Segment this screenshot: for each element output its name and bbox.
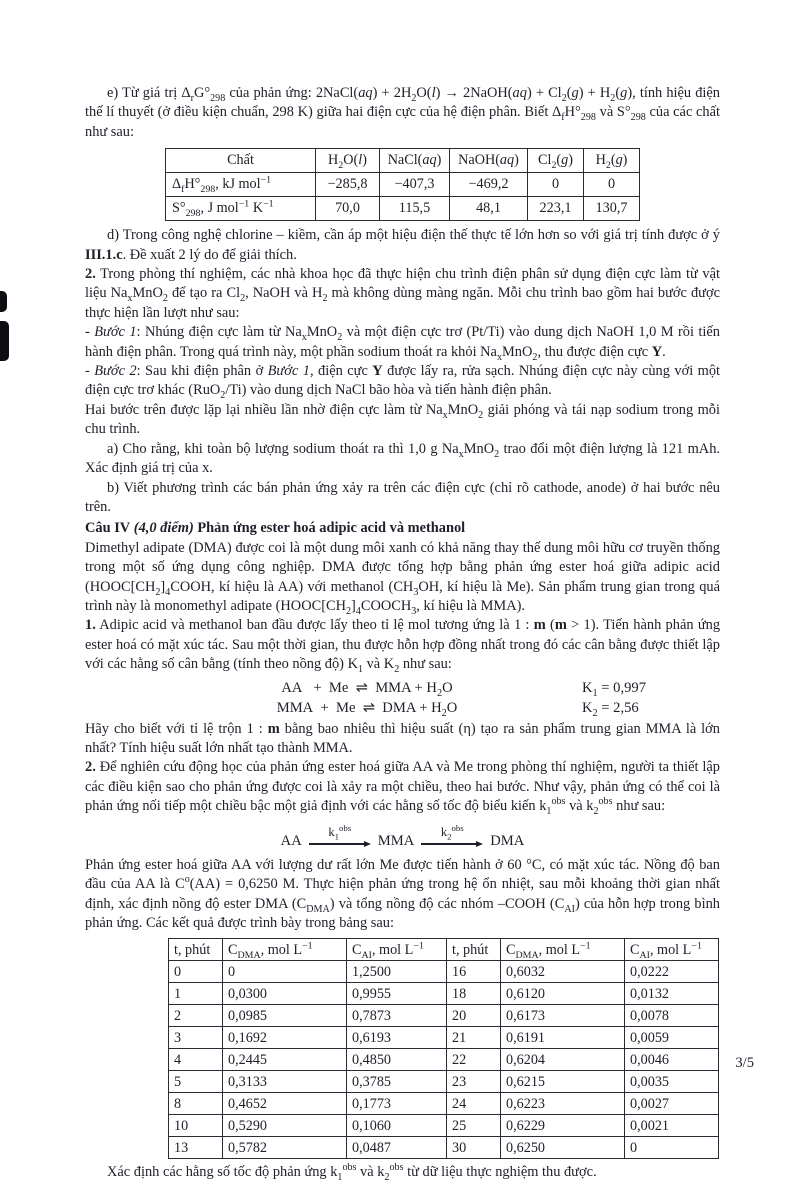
table-cell: 0,4850 bbox=[347, 1049, 447, 1071]
table-cell: 115,5 bbox=[380, 197, 450, 221]
table-cell: 0 bbox=[223, 961, 347, 983]
table-row bbox=[169, 983, 719, 1005]
table-cell: $\Delta_fH^\circ_{298}$, kJ mol$^{-1}$ bbox=[166, 173, 316, 197]
table-header-cell: t, phút bbox=[447, 939, 501, 961]
table-header-cell: Chất bbox=[166, 149, 316, 173]
equation-text: MMA + Me ⇌ DMA + $H_2O$ bbox=[276, 699, 458, 719]
table-cell: 0,6223 bbox=[501, 1093, 625, 1115]
final-instruction-text: Xác định các hằng số tốc độ phản ứng $k_1^{obs}$ và $k_2^{obs}$ từ dữ liệu thực nghiệm thu được. bbox=[107, 1162, 597, 1183]
section-2-intro-text: 2. Trong phòng thí nghiệm, các nhà khoa học đã thực hiện chu trình điện phân sử dụng điện cực làm từ vật liệu $Na_xMnO_2$ để tạo ra $Cl_2$, NaOH và $H_2$ mà không dùng màng ngăn. Mỗi chu trình bao gồm hai bước được thực hiện lần lượt như sau: bbox=[85, 266, 720, 321]
table-header-cell: $C_{DMA}$, mol $L^{-1}$ bbox=[223, 939, 347, 961]
table-cell: 0,0059 bbox=[625, 1027, 719, 1049]
question-e-text: e) Từ giá trị $\Delta_rG^\circ_{298}$ của phản ứng: 2NaCl(aq) + $2H_2O(l)$ → 2NaOH(aq) + $Cl_2(g) + H_2(g)$, tính hiệu điện thế lí thuyết (ở điều kiện chuẩn, 298 K) giữa hai điện cực của hệ điện phân. Biết $\Delta_fH^\circ_{298}$ và $S^\circ_{298}$ của các chất như sau: bbox=[85, 85, 721, 140]
kinetics-conditions-text: Phản ứng ester hoá giữa AA với lượng dư rất lớn Me được tiến hành ở 60 °C, có mặt xúc tác. Nồng độ ban đầu của AA là $C^o(AA) = 0,6250$ M. Thực hiện phản ứng trong hệ ổn nhiệt, sau mỗi khoảng thời gian nhất định, xác định nồng độ ester DMA $(C_{DMA})$ và tổng nồng độ các nhóm –COOH $(C_{AI})$ của hỗn hợp trong bình phản ứng. Các kết quả được trình bày trong bảng sau: bbox=[85, 856, 720, 931]
arrow-icon bbox=[421, 840, 483, 848]
table-cell: 21 bbox=[447, 1027, 501, 1049]
question-d-text: d) Trong công nghệ chlorine – kiềm, cần áp một hiệu điện thế thực tế lớn hơn so với giá trị tính được ở ý III.1.c. Đề xuất 2 lý do để giải thích. bbox=[85, 227, 720, 263]
thermodynamic-data-table bbox=[165, 148, 640, 221]
table-header-cell: $H_2(g)$ bbox=[584, 149, 640, 173]
rate-constant-label: $k_2^{obs}$ bbox=[440, 822, 464, 842]
table-cell: 0,6032 bbox=[501, 961, 625, 983]
part-1-text: 1. Adipic acid và methanol ban đầu được lấy theo tỉ lệ mol tương ứng là 1 : m (m > 1). Tiến hành phản ứng ester hoá có mặt xúc tác. Sau một thời gian, thu được hỗn hợp đồng nhất trong đó các cân bằng được thiết lập với các hằng số cân bằng (tính theo nồng độ) $K_1$ và $K_2$ như sau: bbox=[85, 617, 721, 676]
dma-intro-text: Dimethyl adipate (DMA) được coi là một dung môi xanh có khả năng thay thế dung môi hữu cơ truyền thống trong một số ứng dụng công nghiệp. DMA được tổng hợp bằng phản ứng ester hoá giữa adipic acid ($HOOC[CH_2]_4COOH$, kí hiệu là AA) với methanol ($CH_3OH$, kí hiệu là Me). Sản phẩm trung gian trong quá trình này là monomethyl adipate ($HOOC[CH_2]_4COOCH_3$, kí hiệu là MMA). bbox=[85, 539, 720, 617]
table-cell: 0,5290 bbox=[223, 1115, 347, 1137]
equation-text: AA + Me ⇌ MMA + $H_2O$ bbox=[281, 679, 453, 699]
table-cell: 23 bbox=[447, 1071, 501, 1093]
table-row bbox=[166, 173, 640, 197]
step-1-text: - Bước 1: Nhúng điện cực làm từ $Na_xMnO_2$ và một điện cực trơ (Pt/Ti) vào dung dịch NaOH 1,0 M rồi tiến hành điện phân. Trong quá trình này, một phần sodium thoát ra khỏi $Na_xMnO_2$, thu được điện cực Y. bbox=[85, 324, 721, 363]
table-cell: 0,0078 bbox=[625, 1005, 719, 1027]
table-cell: 2 bbox=[169, 1005, 223, 1027]
table-cell: 0 bbox=[625, 1137, 719, 1159]
table-header-cell: NaOH(aq) bbox=[450, 149, 528, 173]
table-header-cell: $C_{DMA}$, mol $L^{-1}$ bbox=[501, 939, 625, 961]
arrow-icon bbox=[309, 840, 371, 848]
table-cell: 0,6215 bbox=[501, 1071, 625, 1093]
table-cell: 0,0027 bbox=[625, 1093, 719, 1115]
table-cell: 0,0222 bbox=[625, 961, 719, 983]
species-mma: MMA bbox=[377, 833, 415, 850]
species-aa: AA bbox=[280, 833, 302, 850]
table-cell: 0,6250 bbox=[501, 1137, 625, 1159]
table-cell: 0,9955 bbox=[347, 983, 447, 1005]
step-2-text: - Bước 2: Sau khi điện phân ở Bước 1, điện cực Y được lấy ra, rửa sạch. Nhúng điện cực này cùng với một điện cực trơ khác (RuO$_2$/Ti) vào dung dịch NaCl bão hòa và tiến hành điện phân. bbox=[85, 363, 721, 402]
table-cell: 4 bbox=[169, 1049, 223, 1071]
table-cell: 5 bbox=[169, 1071, 223, 1093]
table-cell: 0,3133 bbox=[223, 1071, 347, 1093]
table-cell: 0 bbox=[169, 961, 223, 983]
table-cell: 0,7873 bbox=[347, 1005, 447, 1027]
table-header-cell: $C_{AI}$, mol $L^{-1}$ bbox=[347, 939, 447, 961]
table-cell: 1,2500 bbox=[347, 961, 447, 983]
table-cell: 0,6191 bbox=[501, 1027, 625, 1049]
table-row bbox=[169, 1027, 719, 1049]
table-row bbox=[169, 1071, 719, 1093]
equilibrium-constant: $K_1 = 0,997$ bbox=[582, 679, 647, 699]
table-cell: 223,1 bbox=[528, 197, 584, 221]
table-cell: 130,7 bbox=[584, 197, 640, 221]
table-cell: 24 bbox=[447, 1093, 501, 1115]
table-cell: 0,0046 bbox=[625, 1049, 719, 1071]
table-cell: −285,8 bbox=[316, 173, 380, 197]
table-cell: 0,1060 bbox=[347, 1115, 447, 1137]
table-cell: 0,0487 bbox=[347, 1137, 447, 1159]
table-cell: 48,1 bbox=[450, 197, 528, 221]
table-cell: 0,0300 bbox=[223, 983, 347, 1005]
table-header-row bbox=[166, 149, 640, 173]
table-cell: 30 bbox=[447, 1137, 501, 1159]
table-cell: 70,0 bbox=[316, 197, 380, 221]
table-cell: 0,0985 bbox=[223, 1005, 347, 1027]
table-header-row bbox=[169, 939, 719, 961]
table-cell: 0,6193 bbox=[347, 1027, 447, 1049]
table-cell: 22 bbox=[447, 1049, 501, 1071]
table-cell: 0,6173 bbox=[501, 1005, 625, 1027]
table-cell: 0,0132 bbox=[625, 983, 719, 1005]
table-cell: 0,6204 bbox=[501, 1049, 625, 1071]
table-cell: 0 bbox=[528, 173, 584, 197]
table-cell: 20 bbox=[447, 1005, 501, 1027]
page-number: 3/5 bbox=[735, 1055, 754, 1071]
table-cell: 0,1692 bbox=[223, 1027, 347, 1049]
table-header-cell: t, phút bbox=[169, 939, 223, 961]
question-b-text: b) Viết phương trình các bán phản ứng xảy ra trên các điện cực (chỉ rõ cathode, anode) ở hai bước nêu trên. bbox=[85, 479, 720, 515]
equilibrium-equations bbox=[85, 679, 720, 717]
reaction-arrow bbox=[309, 822, 371, 848]
table-header-cell: NaCl(aq) bbox=[380, 149, 450, 173]
table-cell: 0,5782 bbox=[223, 1137, 347, 1159]
table-header-cell: $Cl_2(g)$ bbox=[528, 149, 584, 173]
table-row bbox=[169, 1049, 719, 1071]
cau-iv-heading: Câu IV (4,0 điểm) Phản ứng ester hoá adipic acid và methanol bbox=[85, 520, 466, 537]
table-cell: −407,3 bbox=[380, 173, 450, 197]
equilibrium-row bbox=[85, 699, 720, 717]
table-cell: 13 bbox=[169, 1137, 223, 1159]
table-cell: 16 bbox=[447, 961, 501, 983]
kinetics-data-table bbox=[168, 938, 719, 1159]
reaction-arrow bbox=[421, 822, 483, 848]
table-row bbox=[169, 1137, 719, 1159]
table-row bbox=[169, 1005, 719, 1027]
table-cell: 0,0021 bbox=[625, 1115, 719, 1137]
table-row bbox=[166, 197, 640, 221]
table-cell: 3 bbox=[169, 1027, 223, 1049]
species-dma: DMA bbox=[490, 833, 525, 850]
table-row bbox=[169, 961, 719, 983]
part-2-text: 2. Để nghiên cứu động học của phản ứng ester hoá giữa AA và Me trong phòng thí nghiệm, người ta thiết lập các điều kiện sao cho phản ứng được coi là xảy ra một chiều, theo hai bước. Như vậy, phản ứng có thể coi là phản ứng nối tiếp một chiều bậc một giả định với các hằng số tốc độ biểu kiến $k_1^{obs}$ và $k_2^{obs}$ như sau: bbox=[85, 759, 720, 818]
table-cell: 0,6229 bbox=[501, 1115, 625, 1137]
table-header-cell: $C_{AI}$, mol $L^{-1}$ bbox=[625, 939, 719, 961]
table-cell: 18 bbox=[447, 983, 501, 1005]
table-cell: 10 bbox=[169, 1115, 223, 1137]
equilibrium-constant: $K_2 = 2,56$ bbox=[582, 699, 639, 719]
rate-constant-label: $k_1^{obs}$ bbox=[328, 822, 352, 842]
table-cell: 0,2445 bbox=[223, 1049, 347, 1071]
table-row bbox=[169, 1093, 719, 1115]
table-cell: $S^\circ_{298}$, J mol$^{-1}$ $K^{-1}$ bbox=[166, 197, 316, 221]
table-cell: 0,3785 bbox=[347, 1071, 447, 1093]
table-cell: 0,6120 bbox=[501, 983, 625, 1005]
table-cell: −469,2 bbox=[450, 173, 528, 197]
reaction-scheme bbox=[85, 822, 720, 850]
table-cell: 8 bbox=[169, 1093, 223, 1115]
cycle-note-text: Hai bước trên được lặp lại nhiều lần nhờ điện cực làm từ $Na_xMnO_2$ giải phóng và tái nạp sodium trong mỗi chu trình. bbox=[85, 401, 720, 438]
table-cell: 1 bbox=[169, 983, 223, 1005]
table-cell: 0 bbox=[584, 173, 640, 197]
table-cell: 0,1773 bbox=[347, 1093, 447, 1115]
table-header-cell: $H_2O(l)$ bbox=[316, 149, 380, 173]
table-cell: 0,4652 bbox=[223, 1093, 347, 1115]
table-cell: 25 bbox=[447, 1115, 501, 1137]
equilibrium-row bbox=[85, 679, 720, 697]
table-cell: 0,0035 bbox=[625, 1071, 719, 1093]
mma-yield-question-text: Hãy cho biết với tỉ lệ trộn 1 : m bằng bao nhiêu thì hiệu suất (η) tạo ra sản phẩm trung gian MMA là lớn nhất? Tính hiệu suất lớn nhất tạo thành MMA. bbox=[85, 720, 720, 756]
question-a-text: a) Cho rằng, khi toàn bộ lượng sodium thoát ra thì 1,0 g $Na_xMnO_2$ trao đổi một điện lượng là 121 mAh. Xác định giá trị của x. bbox=[85, 440, 720, 477]
table-row bbox=[169, 1115, 719, 1137]
